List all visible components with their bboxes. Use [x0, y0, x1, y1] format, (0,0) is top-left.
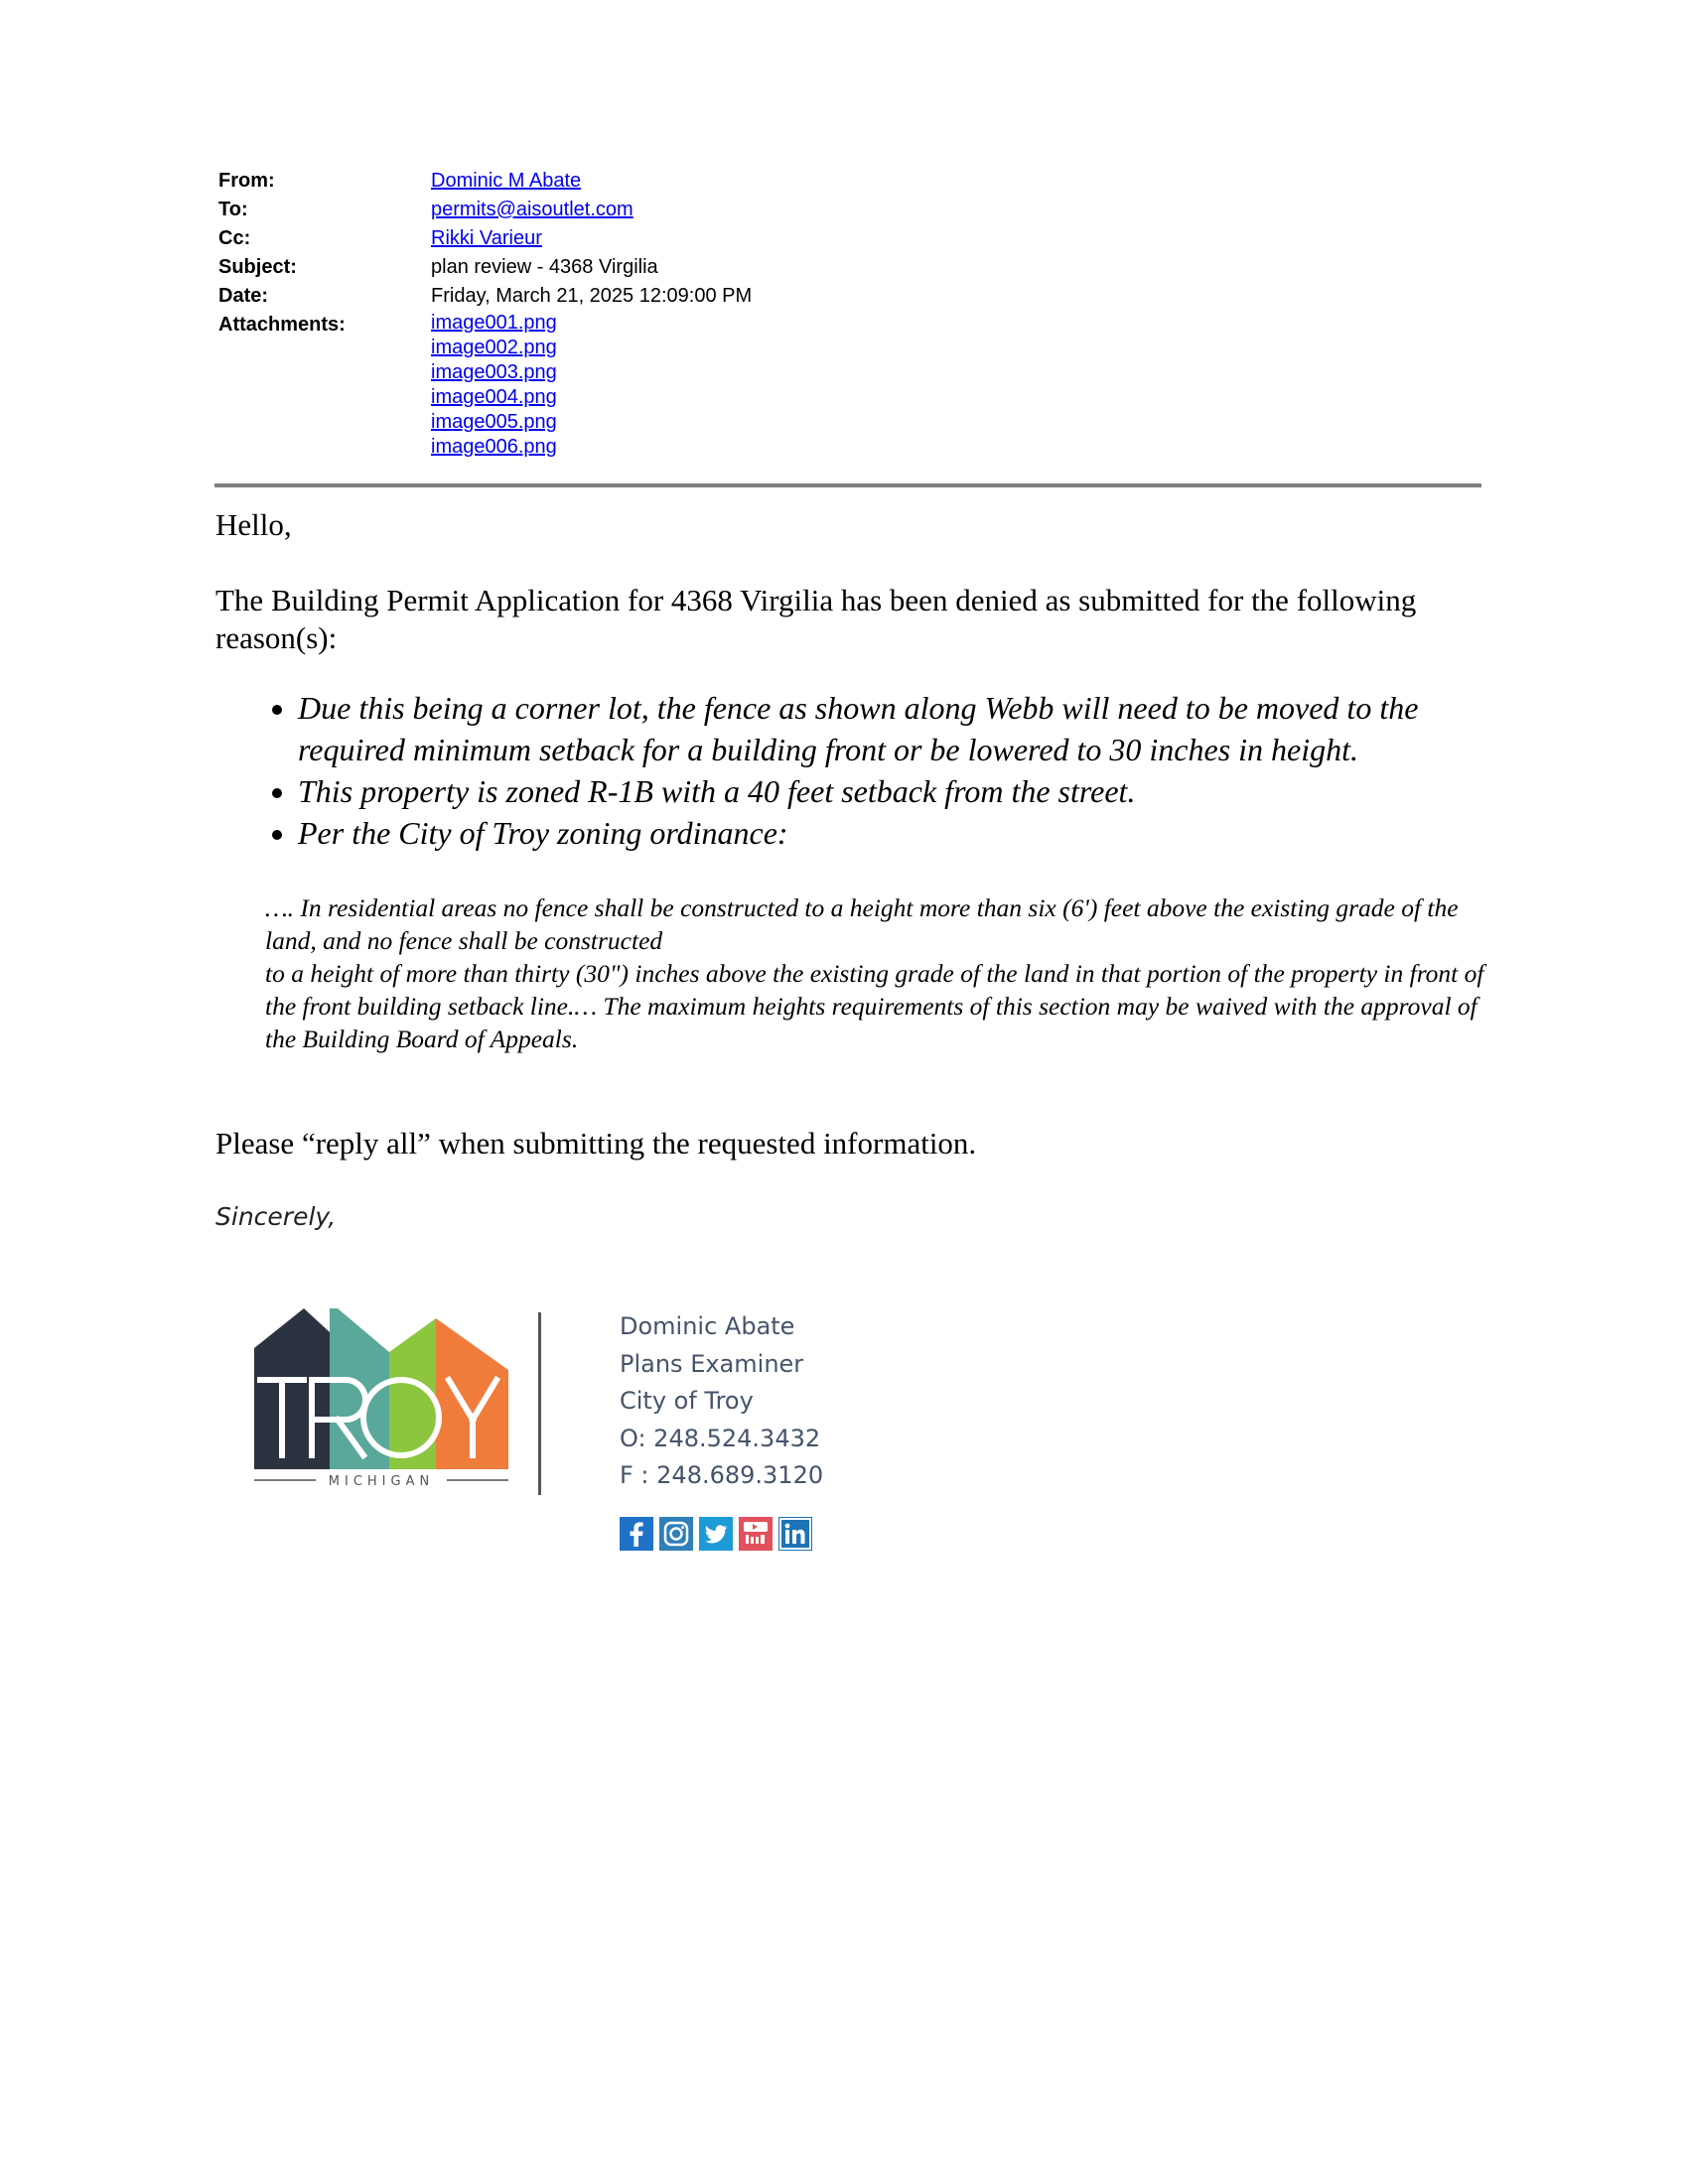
from-row — [218, 167, 1479, 196]
troy-michigan-logo-icon — [254, 1308, 508, 1487]
reason-item: • This property is zoned R-1B with a 40 feet setback from the street. — [298, 770, 1486, 812]
date-row — [218, 282, 1479, 311]
email-body — [215, 506, 1486, 1231]
cc-label: Cc: — [218, 227, 251, 249]
intro-paragraph: The Building Permit Application for 4368 Virgilia has been denied as submitted for the following reason(s): — [215, 583, 1417, 655]
greeting: Hello, — [215, 507, 292, 542]
header-divider — [214, 483, 1481, 487]
twitter-icon[interactable] — [699, 1517, 733, 1551]
to-label: To: — [218, 199, 248, 220]
attachment-link[interactable]: image001.png — [431, 312, 557, 334]
signature-org: City of Troy — [620, 1387, 754, 1415]
signature-block — [620, 1308, 823, 1495]
signature-divider — [538, 1312, 541, 1495]
from-label: From: — [218, 170, 275, 192]
date-value: Friday, March 21, 2025 12:09:00 PM — [431, 285, 753, 307]
reply-note: Please “reply all” when submitting the requested information. — [215, 1126, 977, 1160]
attachments-list — [431, 311, 1479, 460]
instagram-icon[interactable] — [659, 1517, 693, 1551]
attachment-link[interactable]: image005.png — [431, 411, 557, 433]
subject-value: plan review - 4368 Virgilia — [431, 256, 658, 278]
signature-office-phone: O: 248.524.3432 — [620, 1424, 821, 1452]
cc-link[interactable]: Rikki Varieur — [431, 227, 542, 249]
ordinance-quote — [265, 891, 1486, 1055]
signature-fax: F : 248.689.3120 — [620, 1461, 824, 1489]
attachment-link[interactable]: image006.png — [431, 436, 557, 458]
closing: Sincerely, — [215, 1202, 337, 1231]
email-header — [218, 167, 1479, 460]
subject-row — [218, 253, 1479, 282]
to-row — [218, 196, 1479, 224]
quote-line: to a height of more than thirty (30") inches above the existing grade of the land in that portion of the property in front of the front building setback line.… The maximum heights requirements of this section may be waived with the approval of the Building Board of Appeals. — [265, 959, 1484, 1053]
attachment-link[interactable]: image003.png — [431, 361, 557, 383]
logo-subtext: MICHIGAN — [328, 1474, 435, 1487]
linkedin-icon[interactable] — [778, 1517, 812, 1551]
reason-item: • Due this being a corner lot, the fence as shown along Webb will need to be moved to the required minimum setback for a building front or be lowered to 30 inches in height. — [298, 687, 1486, 770]
youtube-icon[interactable] — [739, 1517, 773, 1551]
signature-name: Dominic Abate — [620, 1312, 795, 1340]
subject-label: Subject: — [218, 256, 297, 278]
attachments-row — [218, 311, 1479, 460]
attachment-link[interactable]: image002.png — [431, 337, 557, 358]
attachments-label: Attachments: — [218, 314, 346, 336]
quote-line: …. In residential areas no fence shall be constructed to a height more than six (6') feet above the existing grade of the land, and no fence shall be constructed — [265, 893, 1459, 955]
attachment-link[interactable]: image004.png — [431, 386, 557, 408]
from-link[interactable]: Dominic M Abate — [431, 170, 582, 192]
date-label: Date: — [218, 285, 269, 307]
reasons-list — [215, 687, 1486, 854]
cc-row — [218, 224, 1479, 253]
to-link[interactable]: permits@aisoutlet.com — [431, 199, 633, 220]
social-links — [620, 1517, 812, 1551]
facebook-icon[interactable] — [620, 1517, 653, 1551]
reason-item: • Per the City of Troy zoning ordinance: — [298, 812, 1486, 854]
signature-title: Plans Examiner — [620, 1349, 804, 1378]
